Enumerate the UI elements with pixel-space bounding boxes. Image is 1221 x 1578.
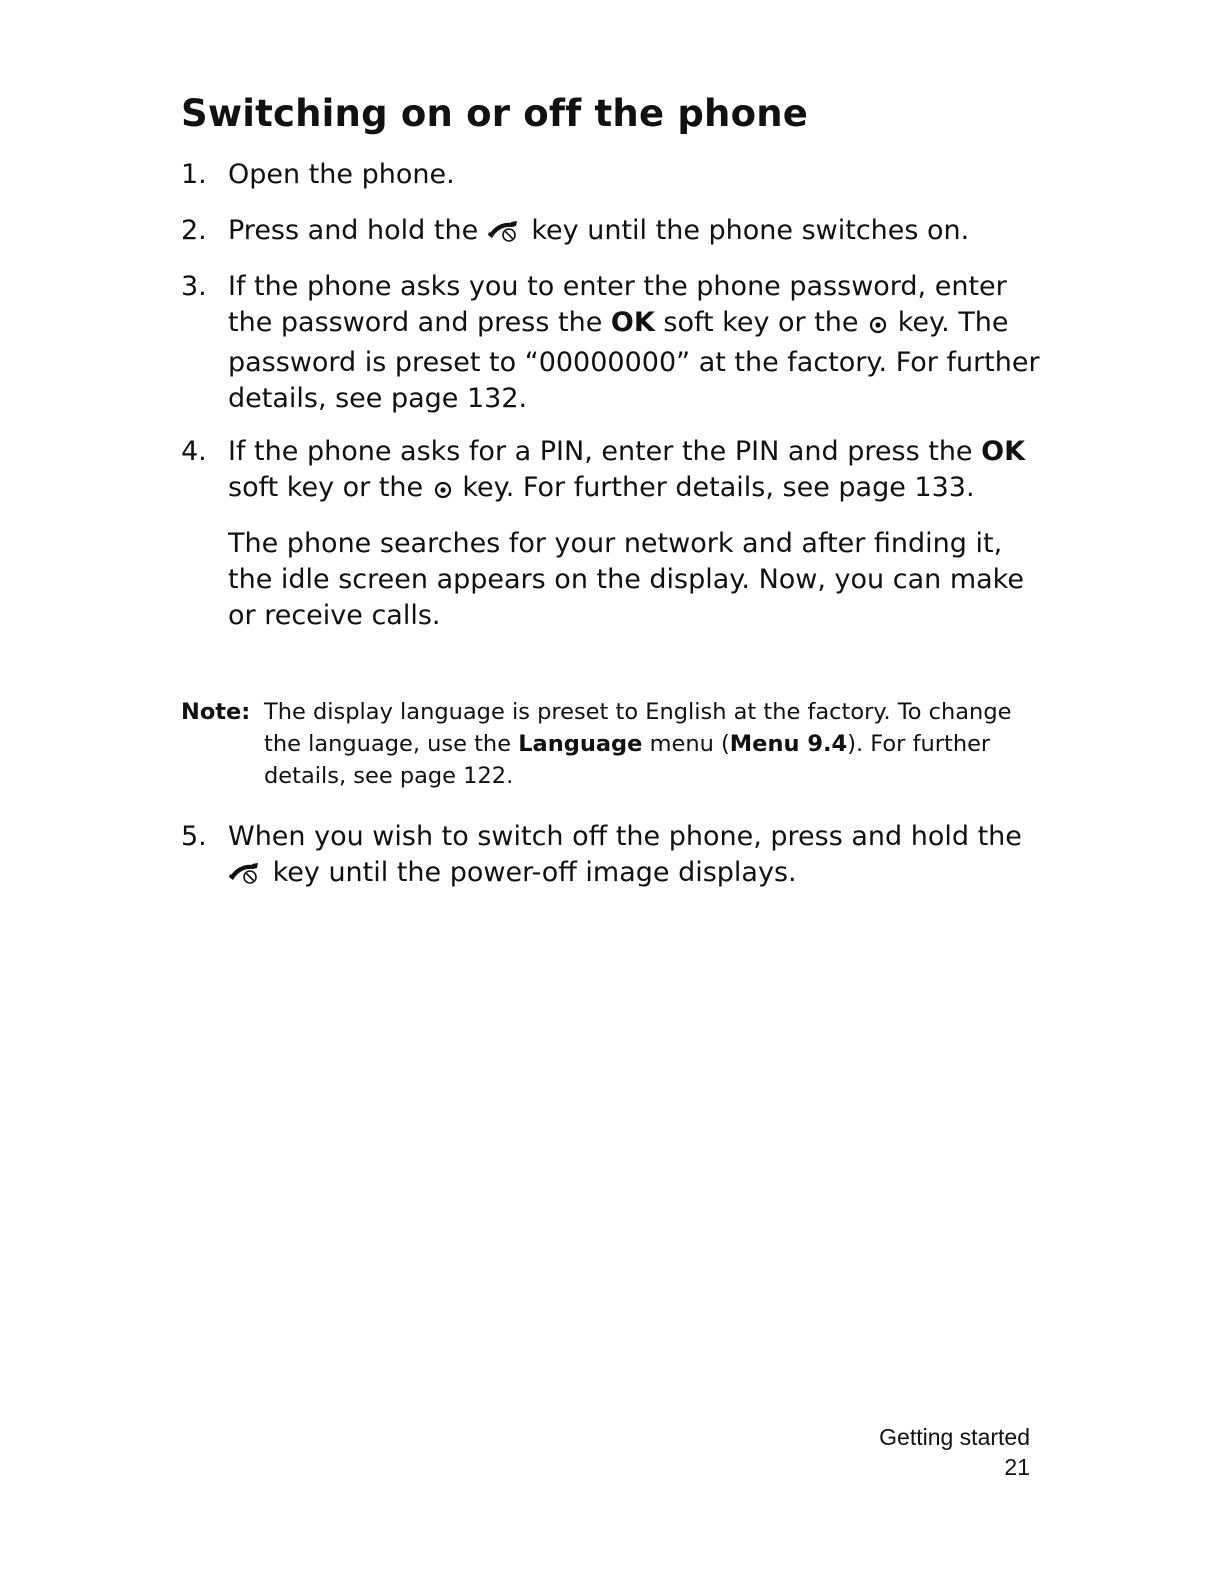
step-text: key. The password is preset to “00000000” at the factory. For further details, see page 132. [228, 307, 1040, 414]
end-power-key-icon [487, 217, 523, 253]
ok-key-icon [432, 474, 454, 510]
page-footer [879, 1422, 1030, 1482]
step-text: soft key or the [228, 472, 424, 503]
step-number: 5. [181, 821, 207, 852]
step-text: If the phone asks for a PIN, enter the PIN and press the [228, 436, 973, 467]
step-text: key. For further details, see page 133. [462, 472, 975, 503]
section-name: Getting started [879, 1424, 1030, 1450]
step-text: If the phone asks you to enter the phone password, enter the password and press the [228, 271, 1007, 338]
step-1 [181, 157, 1041, 193]
step-5 [181, 819, 1041, 895]
ok-key-icon [867, 309, 889, 345]
step-number: 3. [181, 271, 207, 302]
step-4 [181, 434, 1041, 634]
step-number: 1. [181, 159, 207, 190]
language-menu-name: Language [518, 731, 643, 757]
page-title: Switching on or off the phone [181, 92, 809, 135]
note-text: The display language is preset to English at the factory. To change the language, use the [264, 699, 1012, 757]
step-number: 4. [181, 436, 207, 467]
ok-soft-key-label: OK [981, 436, 1026, 467]
page-number: 21 [1004, 1454, 1030, 1480]
note-block [181, 696, 1041, 792]
step-text: key until the power-off image displays. [272, 857, 797, 888]
ok-soft-key-label: OK [610, 307, 655, 338]
step-text: Press and hold the [228, 215, 479, 246]
note-text: menu ( [649, 731, 730, 757]
step-2 [181, 213, 1041, 253]
note-text: ). For further details, see page 122. [264, 731, 991, 789]
step-number: 2. [181, 215, 207, 246]
note-label: Note: [181, 699, 251, 725]
step-followup-text: The phone searches for your network and after finding it, the idle screen appears on the display. Now, you can make or receive calls. [228, 528, 1024, 631]
step-text: When you wish to switch off the phone, press and hold the [228, 821, 1022, 852]
end-power-key-icon [228, 859, 264, 895]
step-text: Open the phone. [228, 159, 455, 190]
step-text: key until the phone switches on. [531, 215, 970, 246]
step-text: soft key or the [663, 307, 859, 338]
step-3 [181, 269, 1041, 417]
menu-number: Menu 9.4 [729, 731, 848, 757]
